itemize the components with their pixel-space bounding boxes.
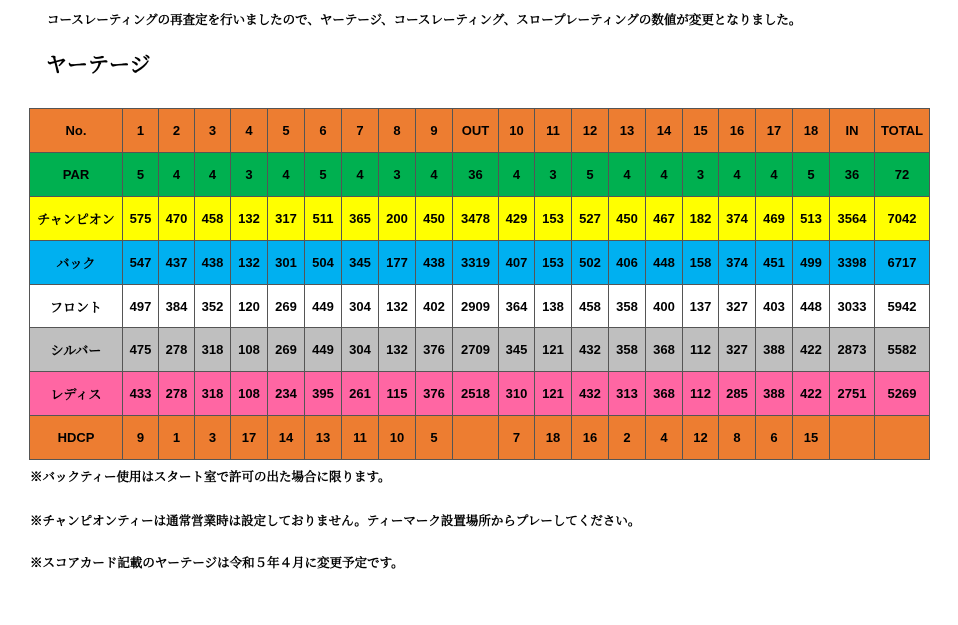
- row-label: フロント: [30, 285, 123, 328]
- table-cell: 108: [231, 372, 268, 416]
- table-cell: 8: [719, 416, 756, 460]
- table-cell: 132: [379, 285, 416, 328]
- table-cell: 438: [416, 241, 453, 285]
- table-cell: 422: [793, 372, 830, 416]
- table-cell: 395: [305, 372, 342, 416]
- table-cell: 121: [535, 372, 572, 416]
- table-cell: 364: [499, 285, 535, 328]
- table-cell: 4: [719, 153, 756, 197]
- table-cell: 458: [572, 285, 609, 328]
- table-cell: 3: [683, 153, 719, 197]
- table-cell: 4: [499, 153, 535, 197]
- table-cell: 504: [305, 241, 342, 285]
- table-cell: 15: [793, 416, 830, 460]
- table-cell: 269: [268, 285, 305, 328]
- table-cell: 17: [231, 416, 268, 460]
- table-cell: 2518: [453, 372, 499, 416]
- table-cell: 177: [379, 241, 416, 285]
- table-cell: 547: [123, 241, 159, 285]
- table-cell: 469: [756, 197, 793, 241]
- table-cell: 137: [683, 285, 719, 328]
- table-cell: 10: [499, 109, 535, 153]
- table-row: [30, 285, 930, 328]
- table-cell: 36: [830, 153, 875, 197]
- row-label: チャンピオン: [30, 197, 123, 241]
- table-cell: TOTAL: [875, 109, 930, 153]
- table-cell: 2709: [453, 328, 499, 372]
- table-cell: 9: [123, 416, 159, 460]
- table-cell: [830, 416, 875, 460]
- table-cell: 4: [231, 109, 268, 153]
- row-label: レディス: [30, 372, 123, 416]
- table-cell: 120: [231, 285, 268, 328]
- table-cell: 358: [609, 285, 646, 328]
- table-cell: 438: [195, 241, 231, 285]
- table-cell: 384: [159, 285, 195, 328]
- table-cell: 138: [535, 285, 572, 328]
- table-cell: 17: [756, 109, 793, 153]
- table-cell: 407: [499, 241, 535, 285]
- row-label: PAR: [30, 153, 123, 197]
- table-cell: 3478: [453, 197, 499, 241]
- table-cell: 502: [572, 241, 609, 285]
- table-cell: 234: [268, 372, 305, 416]
- table-cell: 3398: [830, 241, 875, 285]
- table-cell: 376: [416, 372, 453, 416]
- table-cell: 285: [719, 372, 756, 416]
- table-cell: 406: [609, 241, 646, 285]
- table-cell: 5: [416, 416, 453, 460]
- intro-text: コースレーティングの再査定を行いましたので、ヤーテージ、コースレーティング、スロープレーティングの数値が変更となりました。: [47, 12, 802, 27]
- table-cell: 448: [793, 285, 830, 328]
- table-cell: 7: [342, 109, 379, 153]
- table-cell: 365: [342, 197, 379, 241]
- table-cell: 153: [535, 197, 572, 241]
- table-cell: 200: [379, 197, 416, 241]
- table-cell: 153: [535, 241, 572, 285]
- table-cell: 345: [499, 328, 535, 372]
- table-row: [30, 328, 930, 372]
- table-cell: 304: [342, 285, 379, 328]
- table-cell: 467: [646, 197, 683, 241]
- table-cell: 3: [195, 109, 231, 153]
- table-cell: 368: [646, 328, 683, 372]
- table-cell: 499: [793, 241, 830, 285]
- table-cell: 4: [756, 153, 793, 197]
- table-cell: 458: [195, 197, 231, 241]
- table-cell: 5: [305, 153, 342, 197]
- table-row: [30, 372, 930, 416]
- table-cell: 449: [305, 285, 342, 328]
- table-cell: 18: [793, 109, 830, 153]
- table-cell: 11: [342, 416, 379, 460]
- table-cell: 4: [268, 153, 305, 197]
- table-cell: 345: [342, 241, 379, 285]
- table-cell: 1: [159, 416, 195, 460]
- table-cell: 132: [231, 197, 268, 241]
- table-cell: 402: [416, 285, 453, 328]
- table-cell: OUT: [453, 109, 499, 153]
- table-cell: 6717: [875, 241, 930, 285]
- table-cell: 14: [646, 109, 683, 153]
- table-cell: 3319: [453, 241, 499, 285]
- table-cell: 1: [123, 109, 159, 153]
- table-cell: 450: [416, 197, 453, 241]
- table-cell: 10: [379, 416, 416, 460]
- table-cell: 121: [535, 328, 572, 372]
- table-cell: 6: [305, 109, 342, 153]
- table-cell: 376: [416, 328, 453, 372]
- table-cell: 4: [609, 153, 646, 197]
- table-cell: 13: [305, 416, 342, 460]
- table-cell: 12: [683, 416, 719, 460]
- table-cell: 4: [159, 153, 195, 197]
- table-cell: 8: [379, 109, 416, 153]
- table-cell: 4: [195, 153, 231, 197]
- table-cell: 400: [646, 285, 683, 328]
- table-cell: 313: [609, 372, 646, 416]
- table-cell: 108: [231, 328, 268, 372]
- table-cell: 11: [535, 109, 572, 153]
- table-cell: 432: [572, 328, 609, 372]
- table-cell: 4: [342, 153, 379, 197]
- table-cell: 450: [609, 197, 646, 241]
- table-cell: 5: [793, 153, 830, 197]
- table-row: [30, 197, 930, 241]
- table-cell: 16: [572, 416, 609, 460]
- table-cell: 14: [268, 416, 305, 460]
- table-cell: 261: [342, 372, 379, 416]
- table-cell: 4: [646, 153, 683, 197]
- table-cell: 513: [793, 197, 830, 241]
- table-cell: 269: [268, 328, 305, 372]
- table-cell: 2: [159, 109, 195, 153]
- table-cell: 158: [683, 241, 719, 285]
- table-cell: 388: [756, 328, 793, 372]
- table-cell: 374: [719, 197, 756, 241]
- table-cell: 527: [572, 197, 609, 241]
- table-cell: 278: [159, 372, 195, 416]
- table-cell: 575: [123, 197, 159, 241]
- table-cell: 429: [499, 197, 535, 241]
- table-cell: 18: [535, 416, 572, 460]
- table-cell: 327: [719, 328, 756, 372]
- table-cell: 182: [683, 197, 719, 241]
- table-cell: 278: [159, 328, 195, 372]
- table-row: [30, 241, 930, 285]
- table-cell: 3: [379, 153, 416, 197]
- row-label: HDCP: [30, 416, 123, 460]
- table-cell: [875, 416, 930, 460]
- table-cell: 403: [756, 285, 793, 328]
- table-row: [30, 416, 930, 460]
- table-cell: 301: [268, 241, 305, 285]
- table-cell: 2: [609, 416, 646, 460]
- table-cell: [453, 416, 499, 460]
- table-cell: 327: [719, 285, 756, 328]
- table-cell: 5: [268, 109, 305, 153]
- table-cell: 448: [646, 241, 683, 285]
- table-cell: 318: [195, 328, 231, 372]
- table-cell: 304: [342, 328, 379, 372]
- table-cell: 5: [572, 153, 609, 197]
- table-cell: 368: [646, 372, 683, 416]
- note-champion-tee: ※チャンピオンティーは通常営業時は設定しておりません。ティーマーク設置場所からプレーしてください。: [30, 513, 641, 528]
- table-cell: 6: [756, 416, 793, 460]
- table-cell: 15: [683, 109, 719, 153]
- table-row: [30, 153, 930, 197]
- table-cell: 5942: [875, 285, 930, 328]
- table-cell: 475: [123, 328, 159, 372]
- table-cell: 433: [123, 372, 159, 416]
- table-cell: 72: [875, 153, 930, 197]
- table-cell: 317: [268, 197, 305, 241]
- table-cell: 13: [609, 109, 646, 153]
- table-cell: 2873: [830, 328, 875, 372]
- table-cell: 36: [453, 153, 499, 197]
- table-cell: 3564: [830, 197, 875, 241]
- table-cell: 2751: [830, 372, 875, 416]
- table-cell: 5: [123, 153, 159, 197]
- yardage-table-body: [30, 109, 930, 460]
- table-cell: 437: [159, 241, 195, 285]
- table-row: [30, 109, 930, 153]
- table-cell: 352: [195, 285, 231, 328]
- note-scorecard-yardage: ※スコアカード記載のヤーテージは令和５年４月に変更予定です。: [30, 555, 404, 570]
- table-cell: 112: [683, 328, 719, 372]
- table-cell: 2909: [453, 285, 499, 328]
- table-cell: 422: [793, 328, 830, 372]
- row-label: シルバー: [30, 328, 123, 372]
- table-cell: 432: [572, 372, 609, 416]
- page-heading: ヤーテージ: [46, 52, 151, 77]
- table-cell: 132: [231, 241, 268, 285]
- table-cell: 511: [305, 197, 342, 241]
- table-cell: 5269: [875, 372, 930, 416]
- table-cell: 388: [756, 372, 793, 416]
- table-cell: 4: [416, 153, 453, 197]
- table-cell: 132: [379, 328, 416, 372]
- table-cell: 115: [379, 372, 416, 416]
- table-cell: 4: [646, 416, 683, 460]
- table-cell: 7042: [875, 197, 930, 241]
- table-cell: 16: [719, 109, 756, 153]
- table-cell: 12: [572, 109, 609, 153]
- row-label: バック: [30, 241, 123, 285]
- table-cell: 374: [719, 241, 756, 285]
- table-cell: 3: [195, 416, 231, 460]
- table-cell: 449: [305, 328, 342, 372]
- yardage-table: [29, 108, 930, 460]
- table-cell: 3033: [830, 285, 875, 328]
- table-cell: 7: [499, 416, 535, 460]
- table-cell: 451: [756, 241, 793, 285]
- row-label: No.: [30, 109, 123, 153]
- table-cell: IN: [830, 109, 875, 153]
- table-cell: 318: [195, 372, 231, 416]
- table-cell: 497: [123, 285, 159, 328]
- table-cell: 3: [535, 153, 572, 197]
- table-cell: 112: [683, 372, 719, 416]
- table-cell: 9: [416, 109, 453, 153]
- table-cell: 5582: [875, 328, 930, 372]
- table-cell: 470: [159, 197, 195, 241]
- note-back-tee: ※バックティー使用はスタート室で許可の出た場合に限ります。: [30, 469, 391, 484]
- table-cell: 3: [231, 153, 268, 197]
- table-cell: 310: [499, 372, 535, 416]
- table-cell: 358: [609, 328, 646, 372]
